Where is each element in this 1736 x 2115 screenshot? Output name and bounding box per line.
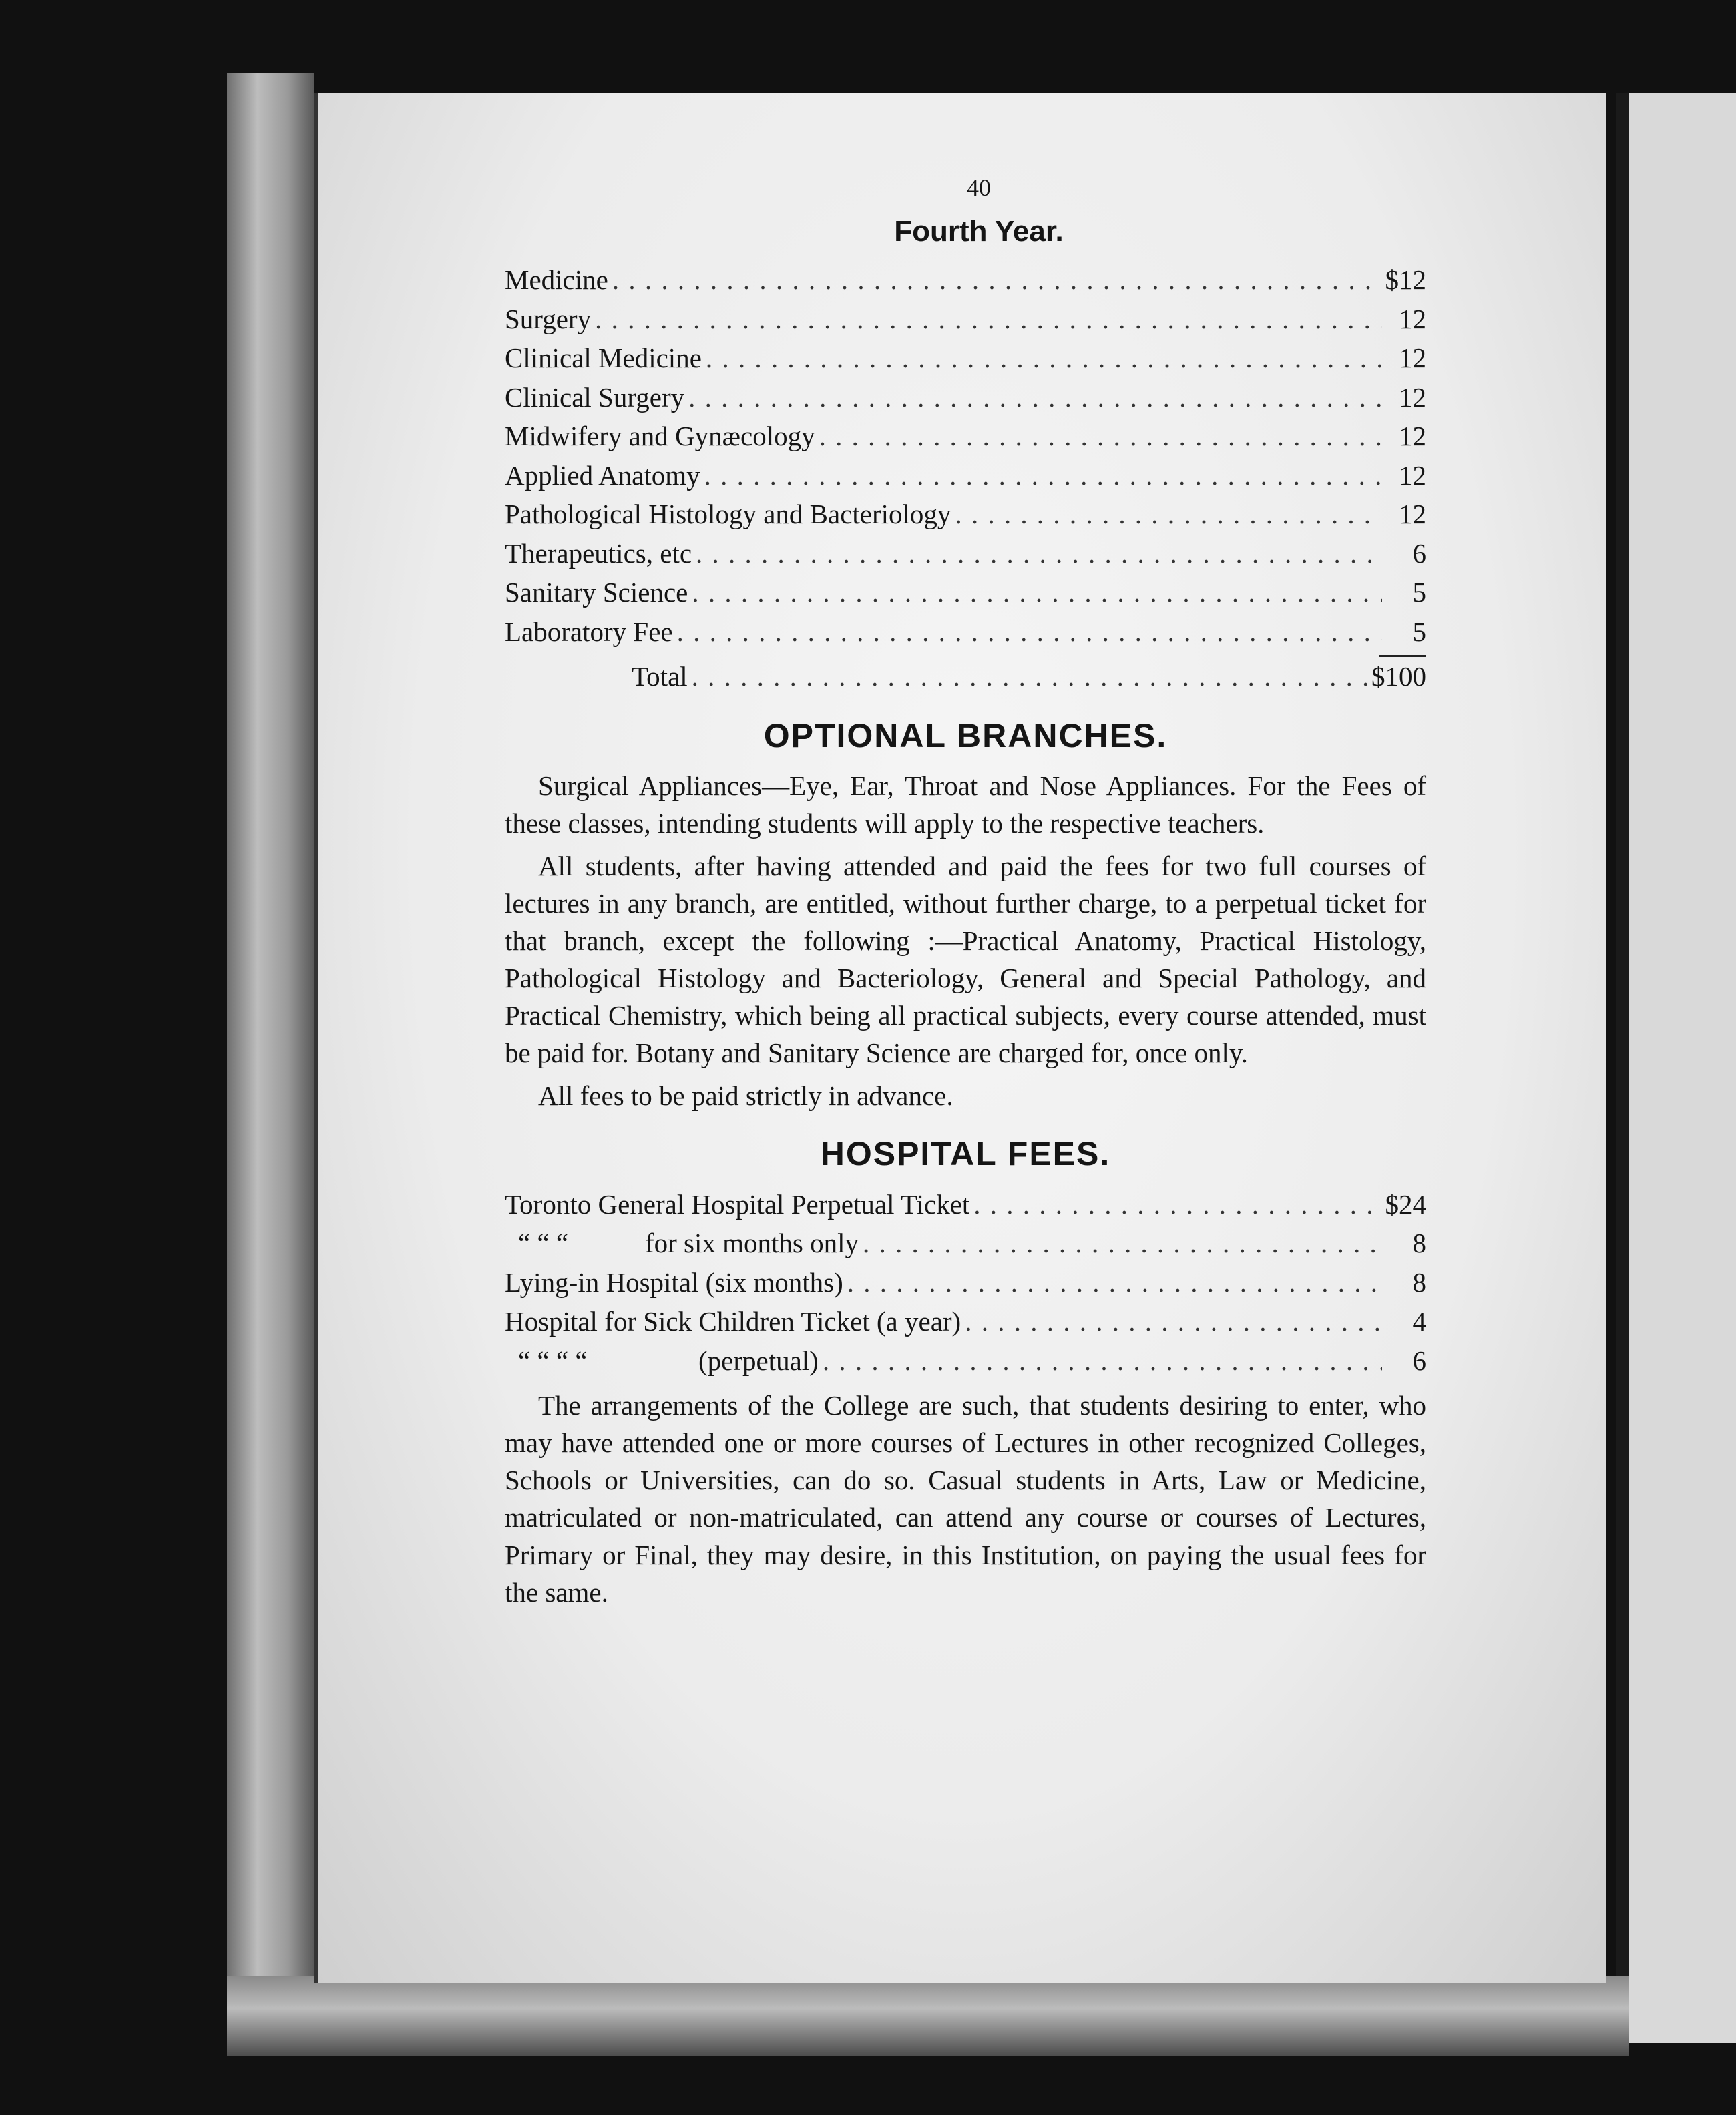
total-row xyxy=(505,657,1426,696)
fee-amount: 12 xyxy=(1399,421,1426,451)
page-number: 40 xyxy=(967,174,991,201)
book-binding-bottom xyxy=(227,1976,1629,2056)
dot-leader xyxy=(863,1224,1382,1263)
optional-branches-heading: OPTIONAL BRANCHES. xyxy=(763,716,1168,754)
fee-row xyxy=(505,1302,1426,1341)
dot-leader xyxy=(612,260,1381,300)
fee-amount: $12 xyxy=(1385,264,1426,295)
fee-row xyxy=(505,378,1426,417)
hospital-paragraph: The arrangements of the College are such, that students desiring to enter, who may have attended one or more courses of Lectures in other recognized Colleges, Schools or Universities, can do so. Casual students in Arts, Law or Medicine, matriculated or non-matriculated, can attend any course or courses of Lectures, Primary or Final, they may desire, in this Institution, on paying the usual fees for the same. xyxy=(505,1390,1426,1608)
fourth-year-fee-list xyxy=(505,260,1426,651)
fee-row xyxy=(505,1185,1426,1224)
dot-leader xyxy=(847,1263,1382,1303)
fee-row xyxy=(505,612,1426,652)
fee-amount: 8 xyxy=(1412,1266,1426,1298)
fee-row xyxy=(505,1341,1426,1381)
fourth-year-heading: Fourth Year. xyxy=(894,215,1064,248)
fee-row xyxy=(505,338,1426,378)
fee-amount: 4 xyxy=(1412,1306,1426,1337)
fee-label: Clinical Medicine xyxy=(505,342,702,373)
fee-row xyxy=(505,260,1426,300)
dot-leader xyxy=(823,1341,1382,1381)
dot-leader xyxy=(965,1302,1382,1341)
fee-amount: 12 xyxy=(1399,381,1426,413)
fee-row xyxy=(505,456,1426,495)
dot-leader xyxy=(688,378,1382,417)
dot-leader xyxy=(973,1185,1381,1224)
fee-row xyxy=(505,1263,1426,1303)
fee-amount: 12 xyxy=(1399,342,1426,373)
dot-leader xyxy=(696,534,1382,573)
fee-label: for six months only xyxy=(645,1228,859,1258)
fee-label: (perpetual) xyxy=(698,1345,819,1376)
dot-leader xyxy=(692,573,1382,612)
dot-leader xyxy=(955,495,1382,534)
fee-amount: 12 xyxy=(1399,499,1426,529)
fee-label: Pathological Histology and Bacteriology xyxy=(505,499,951,529)
fee-label: Toronto General Hospital Perpetual Ticket xyxy=(505,1188,970,1220)
fee-label: Therapeutics, etc xyxy=(505,537,692,569)
fee-label: Sanitary Science xyxy=(505,577,688,608)
ditto-marks: “ “ “ xyxy=(518,1228,569,1258)
dot-leader xyxy=(819,417,1382,456)
fee-amount: 8 xyxy=(1412,1228,1426,1258)
fee-amount: 12 xyxy=(1399,459,1426,491)
hospital-fees-heading: HOSPITAL FEES. xyxy=(820,1134,1111,1172)
fee-label: Applied Anatomy xyxy=(505,459,700,491)
fee-amount: 5 xyxy=(1412,616,1426,647)
fee-row xyxy=(505,300,1426,339)
optional-paragraph: All students, after having attended and paid the fees for two full courses of lectures in any branch, are entitled, without further charge, to a perpetual ticket for that branch, except the following :—Practical Anatomy, Practical Histology, Pathological Histology and Bacteriology, General and Special Pathology, and Practical Chemistry, which being all practical subjects, every course attended, must be paid for. Botany and Sanitary Science are charged for, once only. xyxy=(505,850,1426,1068)
fee-label: Surgery xyxy=(505,303,592,334)
fee-label: Medicine xyxy=(505,264,608,295)
fee-amount: $24 xyxy=(1385,1188,1426,1220)
fee-label: Hospital for Sick Children Ticket (a year) xyxy=(505,1306,961,1337)
fee-amount: 6 xyxy=(1412,1345,1426,1376)
hospital-fee-list xyxy=(505,1185,1426,1381)
optional-paragraph: Surgical Appliances—Eye, Ear, Throat and Nose Appliances. For the Fees of these classes, intending students will apply to the respective teachers. xyxy=(505,770,1426,839)
fee-label: Laboratory Fee xyxy=(505,616,673,647)
page-content xyxy=(505,174,1426,1616)
total-amount: $100 xyxy=(1371,661,1426,692)
fee-row xyxy=(505,495,1426,534)
dot-leader xyxy=(704,456,1382,495)
fee-label: Midwifery and Gynæcology xyxy=(505,421,815,451)
ditto-marks: “ “ “ “ xyxy=(518,1345,588,1376)
fee-label-wrap xyxy=(505,1341,819,1381)
dot-leader xyxy=(692,657,1367,696)
dot-leader xyxy=(706,338,1382,378)
facing-page-edge xyxy=(1616,93,1736,2043)
fee-label: Lying-in Hospital (six months) xyxy=(505,1266,843,1298)
fee-row xyxy=(505,417,1426,456)
fee-label: Clinical Surgery xyxy=(505,381,685,413)
book-page xyxy=(314,93,1606,1983)
total-label: Total xyxy=(632,661,688,692)
dot-leader xyxy=(677,612,1382,652)
book-binding-left xyxy=(227,73,314,1983)
fee-amount: 5 xyxy=(1412,577,1426,608)
fee-label-wrap xyxy=(505,1224,859,1263)
fee-row xyxy=(505,534,1426,573)
fee-amount: 6 xyxy=(1412,537,1426,569)
fee-row xyxy=(505,1224,1426,1263)
fee-amount: 12 xyxy=(1399,303,1426,334)
dot-leader xyxy=(595,300,1382,339)
fee-row xyxy=(505,573,1426,612)
optional-paragraph: All fees to be paid strictly in advance. xyxy=(538,1080,953,1111)
